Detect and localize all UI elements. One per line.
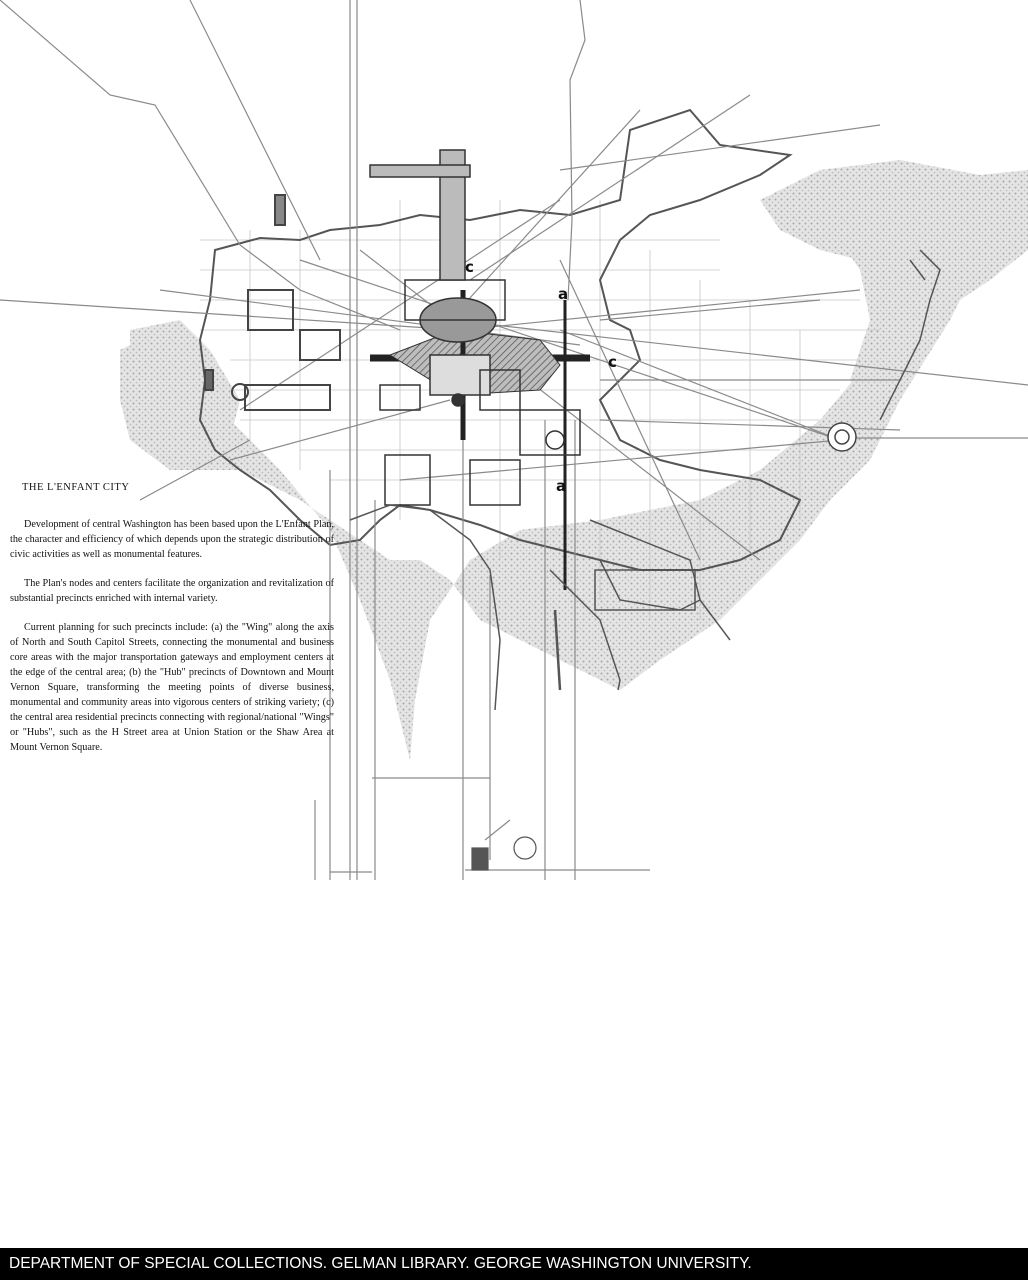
label-c-north: c: [465, 258, 474, 276]
plan-paragraph-3: Current planning for such precincts include: (a) the "Wing" along the axis of North and South Capitol Streets, connecting the monumental and business core areas with the major transportation gateways and employment centers at the edge of the central area; (b) the "Hub" precincts of Downtown and Mount Vernon Square, transforming the meeting points of diverse business, monumental and community areas into vigorous centers of striking variety; (c) the central area residential precincts connecting with regional/national "Wings" or "Hubs", such as the H Street area at Union Station or the Shaw Area at Mount Vernon Square.: [10, 622, 334, 753]
credit-bar: DEPARTMENT OF SPECIAL COLLECTIONS. GELMAN LIBRARY. GEORGE WASHINGTON UNIVERSITY.: [0, 1248, 1028, 1280]
lincoln-park-circle: [828, 423, 856, 451]
label-a-north: a: [558, 285, 569, 303]
plan-description: [10, 480, 334, 769]
monument-circle: [472, 837, 536, 870]
plan-title: THE L'ENFANT CITY: [22, 482, 130, 493]
plan-paragraph-1: Development of central Washington has been based upon the L'Enfant Plan, the character and efficiency of which depends upon the strategic distribution of civic activities as well as monumental features.: [10, 519, 334, 560]
label-a-south: a: [556, 477, 567, 495]
label-c-east: c: [608, 353, 617, 371]
anacostia-area: [820, 170, 1028, 420]
plan-paragraph-2: The Plan's nodes and centers facilitate the organization and revitalization of substantial precincts enriched with internal variety.: [10, 578, 334, 604]
capitol-cluster: [370, 150, 580, 505]
